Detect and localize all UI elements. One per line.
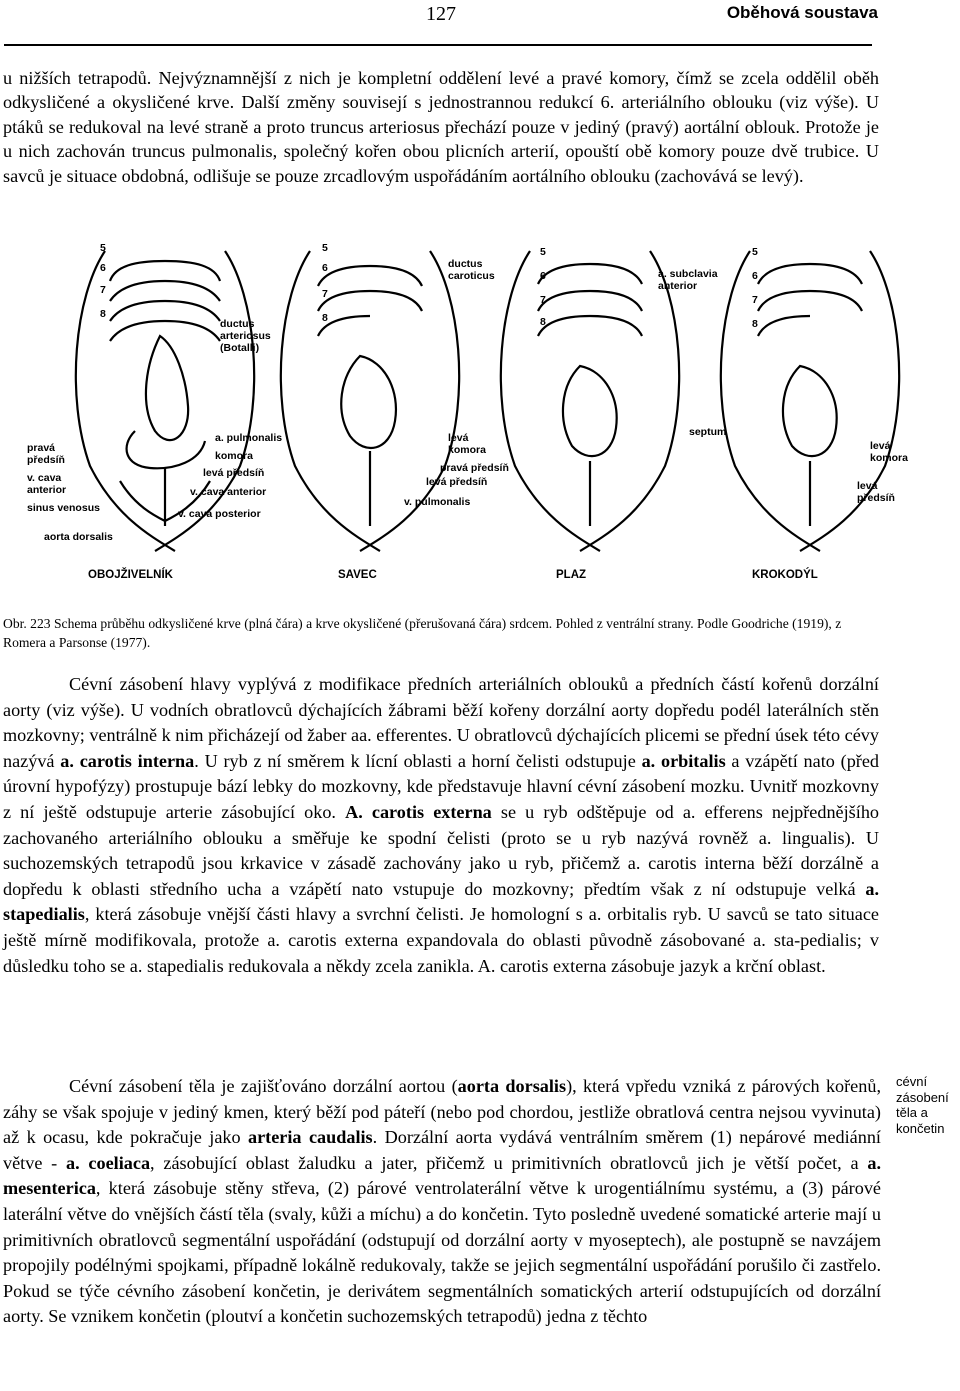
label-ductus-arteriosus: ductus arteriosus (Botalli) [220, 318, 271, 354]
label-septum: septum [689, 426, 727, 438]
arch-number: 6 [322, 262, 328, 274]
crocodile-diagram [721, 251, 899, 551]
arch-number: 5 [540, 246, 546, 258]
arch-number: 7 [100, 284, 106, 296]
arch-number: 7 [540, 294, 546, 306]
paragraph-1: u nižších tetrapodů. Nejvýznamnější z nich je kompletní oddělení levé a pravé komory, čímž se zcela oddělil oběh odkysličené a okysličené krve. Další změny souvisejí s jednostrannou redukcí 6. arteriálního oblouku (viz výše). U ptáků se redukoval na levé straně a proto truncus arteriosus přechází pouze v jediný (pravý) aortální oblouk. Protože je u nich zachován truncus pulmonalis, společný kořen obou plicních arterií, opouští obě komory pouze dvě trubice. U savců je situace obdobná, odlišuje se pouze zrcadlovým uspořádáním aortálního oblouku (zachovává se levý). [3, 68, 879, 186]
label-ductus-caroticus: ductus caroticus [448, 258, 495, 282]
arch-number: 8 [100, 308, 106, 320]
label-v-pulmonalis: v. pulmonalis [404, 496, 471, 508]
paragraph-2: Cévní zásobení hlavy vyplývá z modifikace předních arteriálních oblouků a předních částí kořenů dorzální aorty (viz výše). U vodních obratlovců dýchajících žábrami běží kořeny dorzální aorty dopředu podél laterálních stěn mozkovny; ventrálně k nim přicházejí od žaber aa. efferentes. U obratlovců dýchajících plicemi se přední úsek této cévy nazývá a. carotis interna. U ryb z ní směrem k lícní oblasti a horní čelisti odstupuje a. orbitalis a vzápětí nato (před úrovní hypofýzy) prostupuje bází lebky do mozkovny, kde představuje hlavní cévní zásobení mozku. Uvnitř mozkovny z ní ještě odstupuje arterie zásobující oko. A. carotis externa se u ryb odštěpuje od a. efferens nejpřednějšího zachovaného arteriálního oblouku a směřuje ke spodní čelisti (proto se u ryb nazývá rovněž a. lingualis). U suchozemských tetrapodů jsou krkavice v zásadě zachovány jako u ryb, přičemž a. carotis interna běží dorzálně a dopředu k oblasti středního ucha a vzápětí nato vstupuje do mozkovny; předtím však z ní odstupuje velká a. stapedialis, která zásobuje vnější části hlavy a svrchní čelisti. Je homologní s a. orbitalis ryb. U savců se tato situace ještě mírně modifikovala, protože a. carotis externa expandovala do oblasti původně zásobované a. sta-pedialis; v důsledku toho se a. stapedialis redukovala a někdy zcela zanikla. A. carotis externa zásobuje jazyk a krční oblast. [3, 674, 880, 976]
label-sinus-venosus: sinus venosus [27, 502, 100, 514]
label-leva-predsin: levá předsíň [203, 467, 265, 479]
heart-diagram-drawing [60, 236, 910, 591]
reptile-diagram [501, 251, 679, 551]
header-rule [4, 44, 872, 46]
figure-title-mammal: SAVEC [338, 569, 377, 581]
label-komora: komora [215, 450, 253, 462]
label-aorta-dorsalis: aorta dorsalis [44, 531, 113, 543]
label-leva-predsin: levá předsíň [426, 476, 488, 488]
label-v-cava-anterior: v. cava anterior [27, 472, 67, 496]
arch-number: 6 [100, 262, 106, 274]
margin-note: cévní zásobení těla a končetin [896, 1074, 949, 1136]
arch-number: 6 [752, 270, 758, 282]
figure-title-amphibian: OBOJŽIVELNÍK [88, 569, 173, 581]
label-v-cava-anterior: v. cava anterior [190, 486, 267, 498]
label-v-cava-posterior: v. cava posterior [178, 508, 261, 520]
arch-number: 7 [322, 288, 328, 300]
arch-number: 5 [752, 246, 758, 258]
label-leva-komora: levá komora [870, 440, 908, 464]
running-title: Oběhová soustava [726, 3, 878, 22]
arch-number: 8 [322, 312, 328, 324]
figure-title-reptile: PLAZ [556, 569, 587, 581]
arch-number: 7 [752, 294, 758, 306]
label-prava-predsin: pravá předsíň [440, 462, 509, 474]
arch-number: 5 [100, 242, 106, 254]
label-leva-komora: levá komora [448, 432, 486, 456]
paragraph-3: Cévní zásobení těla je zajišťováno dorzální aortou (aorta dorsalis), která vpředu vzniká z párových kořenů, záhy se však spojuje v jediný kmen, který běží pod páteří (nebo pod chordou, jestliže obratlová centra nejsou vyvinuta) až k ocasu, kde pokračuje jako arteria caudalis. Dorzální aorta vydává ventrálním směrem (1) nepárové mediánní větve - a. coeliaca, zásobující oblast žaludku a jater, přičemž u primitivních obratlovců jich je větší počet, a a. mesenterica, která zásobuje stěny střeva, (2) párové ventrolaterální větve k urogentiálnímu systému, a (3) párové laterální větve do vnějších částí těla (svaly, kůži a míchu) a do končetin. Tyto posledně uvedené somatické arterie mají u primitivních obratlovců segmentální uspořádání (odstupují od dorzální aorty v myoseptech), ale postupně se navzájem propojily podélnými spojkami, případně lokálně redukovaly, takže se jejich segmentální uspořádání porušilo či zastřelo. Pokud se týče cévního zásobení končetin, je derivátem segmentálních somatických arterií odstupujících od dorzální aorty. Se vznikem končetin (ploutví a končetin suchozemských tetrapodů) jedna z těchto [3, 1076, 881, 1327]
arch-number: 8 [752, 318, 758, 330]
page-number: 127 [426, 3, 456, 25]
label-prava-predsin: pravá předsíň [27, 442, 65, 466]
page-header [0, 0, 960, 48]
arch-number: 6 [540, 270, 546, 282]
figure-title-crocodile: KROKODÝL [752, 569, 818, 581]
label-leva-predsin: levá předsíň [857, 480, 895, 504]
figure-heart-diagrams [27, 236, 910, 591]
amphibian-diagram [76, 251, 254, 551]
arch-number: 8 [540, 316, 546, 328]
label-a-subclavia: a. subclavia anterior [658, 268, 718, 292]
figure-caption: Obr. 223 Schema průběhu odkysličené krve (plná čára) a krve okysličené (přerušovaná čára) srdcem. Pohled z ventrální strany. Podle Goodriche (1919), z Romera a Parsonse (1977). [3, 616, 842, 650]
arch-number: 5 [322, 242, 328, 254]
label-a-pulmonalis: a. pulmonalis [215, 432, 283, 444]
